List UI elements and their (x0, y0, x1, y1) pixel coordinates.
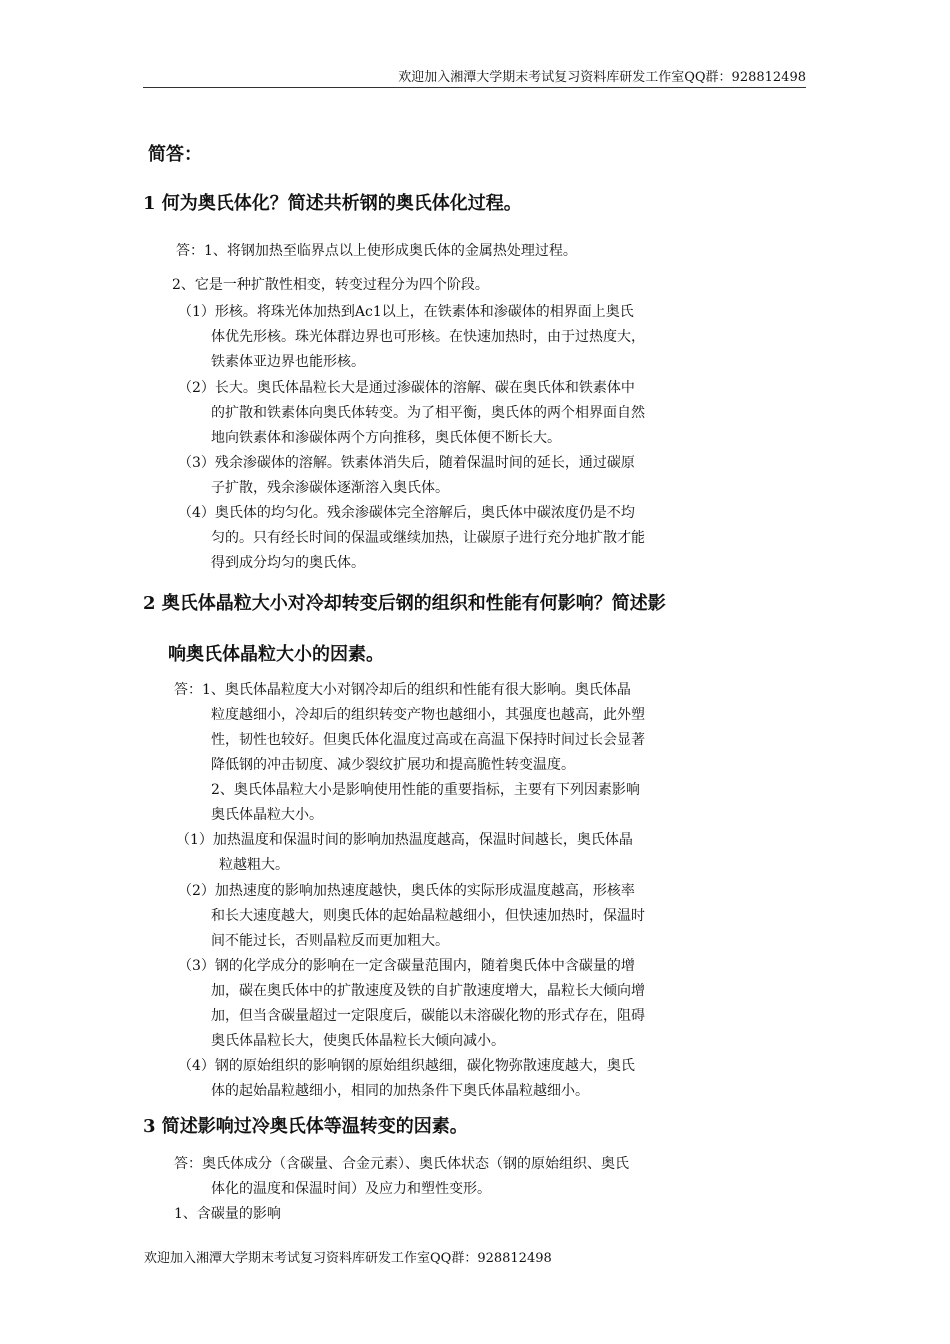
q1-answer-line: （4）奥氏体的均匀化。残余渗碳体完全溶解后，奥氏体中碳浓度仍是不均 (178, 505, 635, 521)
q2-answer-line: （3）钢的化学成分的影响在一定含碳量范围内，随着奥氏体中含碳量的增 (178, 958, 635, 974)
q2-answer-line: 性，韧性也较好。但奥氏体化温度过高或在高温下保持时间过长会显著 (211, 732, 645, 748)
q1-answer-line: 答：1、将钢加热至临界点以上使形成奥氏体的金属热处理过程。 (176, 243, 577, 259)
q1-answer-line: 得到成分均匀的奥氏体。 (211, 555, 365, 571)
q1-answer-line: 体优先形核。珠光体群边界也可形核。在快速加热时，由于过热度大， (211, 329, 645, 345)
q1-answer-line: （2）长大。奥氏体晶粒长大是通过渗碳体的溶解、碳在奥氏体和铁素体中 (178, 380, 635, 396)
question-1-title: 1 何为奥氏体化？简述共析钢的奥氏体化过程。 (143, 193, 522, 214)
q2-answer-line: 2、奥氏体晶粒大小是影响使用性能的重要指标，主要有下列因素影响 (211, 782, 640, 798)
q3-answer-line: 答：奥氏体成分（含碳量、合金元素）、奥氏体状态（钢的原始组织、奥氏 (174, 1156, 629, 1172)
q3-answer-line: 1、含碳量的影响 (174, 1206, 281, 1222)
q2-answer-line: （4）钢的原始组织的影响钢的原始组织越细，碳化物弥散速度越大，奥氏 (178, 1058, 635, 1074)
q3-answer-line: 体化的温度和保温时间）及应力和塑性变形。 (211, 1181, 491, 1197)
q1-answer-line: 2、它是一种扩散性相变，转变过程分为四个阶段。 (172, 277, 489, 293)
q1-answer-line: 地向铁素体和渗碳体两个方向推移，奥氏体便不断长大。 (211, 430, 561, 446)
q2-answer-line: 奥氏体晶粒长大，使奥氏体晶粒长大倾向减小。 (211, 1033, 505, 1049)
q2-answer-line: 粒度越细小，冷却后的组织转变产物也越细小，其强度也越高，此外塑 (211, 707, 645, 723)
q2-answer-line: （1）加热温度和保温时间的影响加热温度越高，保温时间越长，奥氏体晶 (176, 832, 633, 848)
q2-answer-line: 和长大速度越大，则奥氏体的起始晶粒越细小，但快速加热时，保温时 (211, 908, 645, 924)
q2-answer-line: 加，但当含碳量超过一定限度后，碳能以未溶碳化物的形式存在，阻碍 (211, 1008, 645, 1024)
question-2-title-continued: 响奥氏体晶粒大小的因素。 (168, 644, 384, 665)
page-footer: 欢迎加入湘潭大学期末考试复习资料库研发工作室QQ群：928812498 (144, 1251, 552, 1266)
q2-answer-line: 降低钢的冲击韧度、减少裂纹扩展功和提高脆性转变温度。 (211, 757, 575, 773)
header-divider (143, 87, 806, 88)
page-header: 欢迎加入湘潭大学期末考试复习资料库研发工作室QQ群：928812498 (398, 70, 806, 85)
q2-answer-line: （2）加热速度的影响加热速度越快，奥氏体的实际形成温度越高，形核率 (178, 883, 635, 899)
q1-answer-line: （3）残余渗碳体的溶解。铁素体消失后，随着保温时间的延长，通过碳原 (178, 455, 635, 471)
q2-answer-line: 粒越粗大。 (219, 857, 289, 873)
q1-answer-line: 铁素体亚边界也能形核。 (211, 354, 365, 370)
q2-answer-line: 加，碳在奥氏体中的扩散速度及铁的自扩散速度增大，晶粒长大倾向增 (211, 983, 645, 999)
q2-answer-line: 体的起始晶粒越细小，相同的加热条件下奥氏体晶粒越细小。 (211, 1083, 589, 1099)
q2-answer-line: 奥氏体晶粒大小。 (211, 807, 323, 823)
q1-answer-line: 的扩散和铁素体向奥氏体转变。为了相平衡，奥氏体的两个相界面自然 (211, 405, 645, 421)
q1-answer-line: 子扩散，残余渗碳体逐渐溶入奥氏体。 (211, 480, 449, 496)
question-2-title: 2 奥氏体晶粒大小对冷却转变后钢的组织和性能有何影响？简述影 (143, 593, 666, 614)
q1-answer-line: 匀的。只有经长时间的保温或继续加热，让碳原子进行充分地扩散才能 (211, 530, 645, 546)
q2-answer-line: 间不能过长，否则晶粒反而更加粗大。 (211, 933, 449, 949)
q2-answer-line: 答：1、奥氏体晶粒度大小对钢冷却后的组织和性能有很大影响。奥氏体晶 (174, 682, 631, 698)
question-3-title: 3 简述影响过冷奥氏体等温转变的因素。 (143, 1116, 468, 1137)
q1-answer-line: （1）形核。将珠光体加热到Ac1以上，在铁素体和渗碳体的相界面上奥氏 (178, 304, 634, 320)
section-title: 简答： (148, 144, 202, 165)
